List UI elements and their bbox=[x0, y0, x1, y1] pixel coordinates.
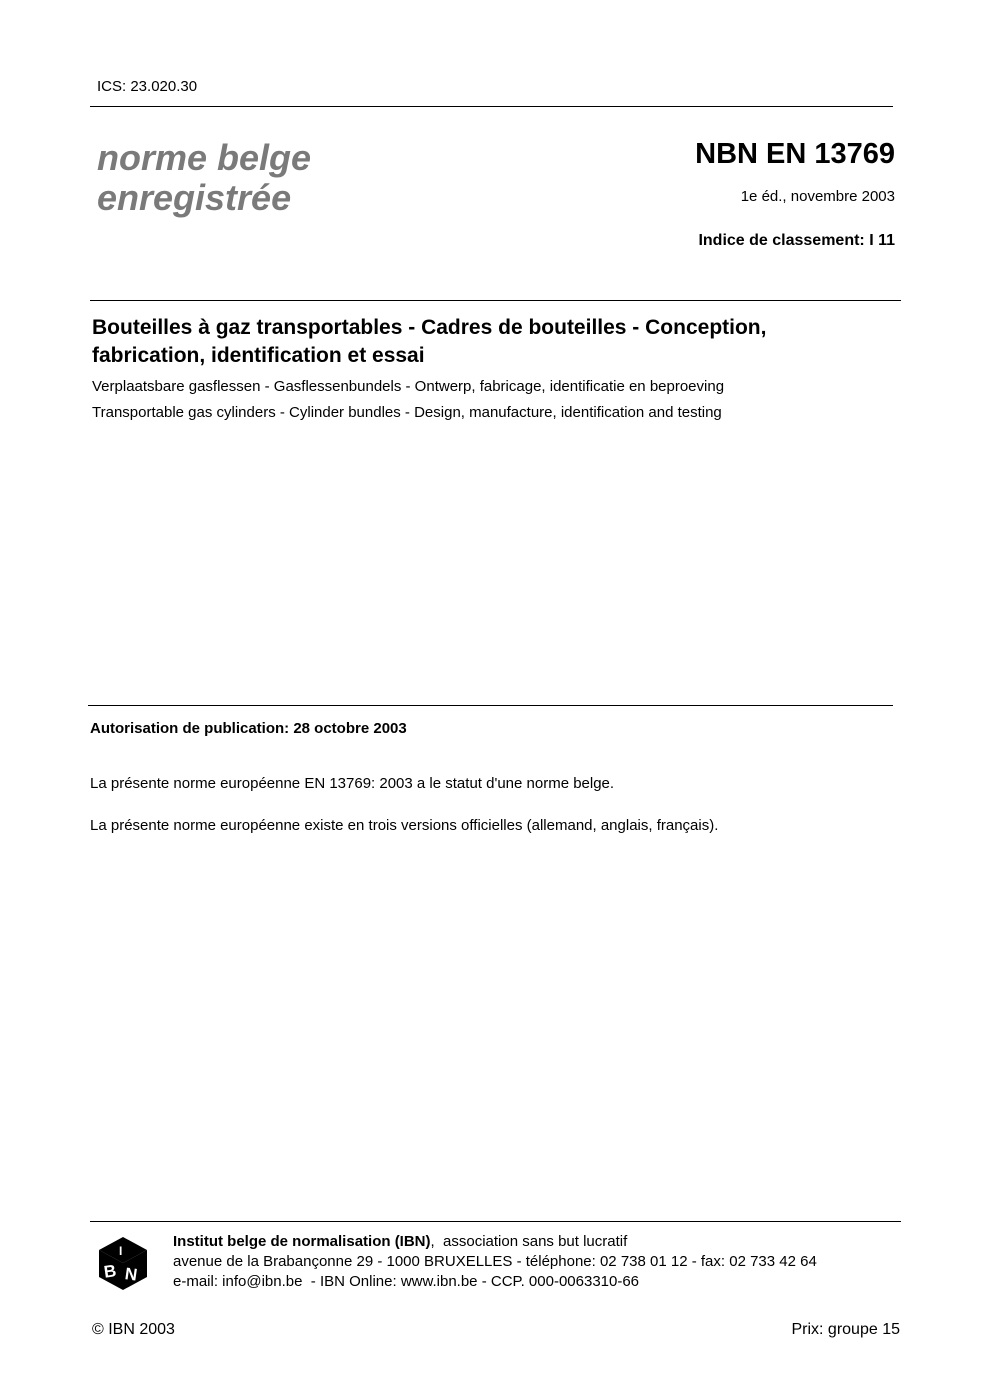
edition: 1e éd., novembre 2003 bbox=[740, 188, 895, 205]
svg-text:N: N bbox=[123, 1264, 139, 1285]
norme-belge-brand bbox=[97, 138, 311, 218]
institute-type: , association sans but lucratif bbox=[430, 1233, 628, 1250]
title-dutch: Verplaatsbare gasflessen - Gasflessenbundels - Ontwerp, fabricage, identificatie en beproeving bbox=[92, 378, 725, 395]
institute-address: avenue de la Brabançonne 29 - 1000 BRUXELLES - téléphone: 02 738 01 12 - fax: 02 733 42 64 bbox=[173, 1253, 817, 1270]
ics-code: ICS: 23.020.30 bbox=[97, 78, 198, 95]
copyright: © IBN 2003 bbox=[92, 1321, 175, 1338]
title-french: Bouteilles à gaz transportables - Cadres de bouteilles - Conception, fabrication, identification et essai bbox=[92, 316, 767, 367]
svg-text:I: I bbox=[119, 1244, 123, 1258]
classification-index: Indice de classement: I 11 bbox=[698, 232, 895, 249]
brand-line-2: enregistrée bbox=[97, 177, 292, 218]
belgian-status-statement: La présente norme européenne EN 13769: 2003 a le statut d'une norme belge. bbox=[90, 775, 615, 792]
institute-rule bbox=[90, 1221, 901, 1222]
brand-line-1: norme belge bbox=[97, 137, 312, 178]
publication-rule bbox=[88, 705, 893, 706]
title-rule bbox=[90, 300, 901, 301]
price-group: Prix: groupe 15 bbox=[791, 1321, 900, 1338]
top-rule bbox=[90, 106, 893, 107]
ibn-logo-icon bbox=[98, 1236, 148, 1291]
official-versions-statement: La présente norme européenne existe en trois versions officielles (allemand, anglais, français). bbox=[90, 817, 719, 834]
institute-contact: e-mail: info@ibn.be - IBN Online: www.ibn.be - CCP. 000-0063310-66 bbox=[173, 1273, 640, 1290]
institute-name: Institut belge de normalisation (IBN) bbox=[173, 1233, 431, 1250]
institute-info bbox=[173, 1232, 817, 1292]
institute-name-line bbox=[173, 1232, 817, 1252]
title-english: Transportable gas cylinders - Cylinder bundles - Design, manufacture, identification and testing bbox=[92, 404, 722, 421]
standard-code: NBN EN 13769 bbox=[695, 138, 895, 170]
publication-authorisation: Autorisation de publication: 28 octobre 2003 bbox=[90, 720, 407, 737]
svg-text:B: B bbox=[102, 1261, 118, 1282]
